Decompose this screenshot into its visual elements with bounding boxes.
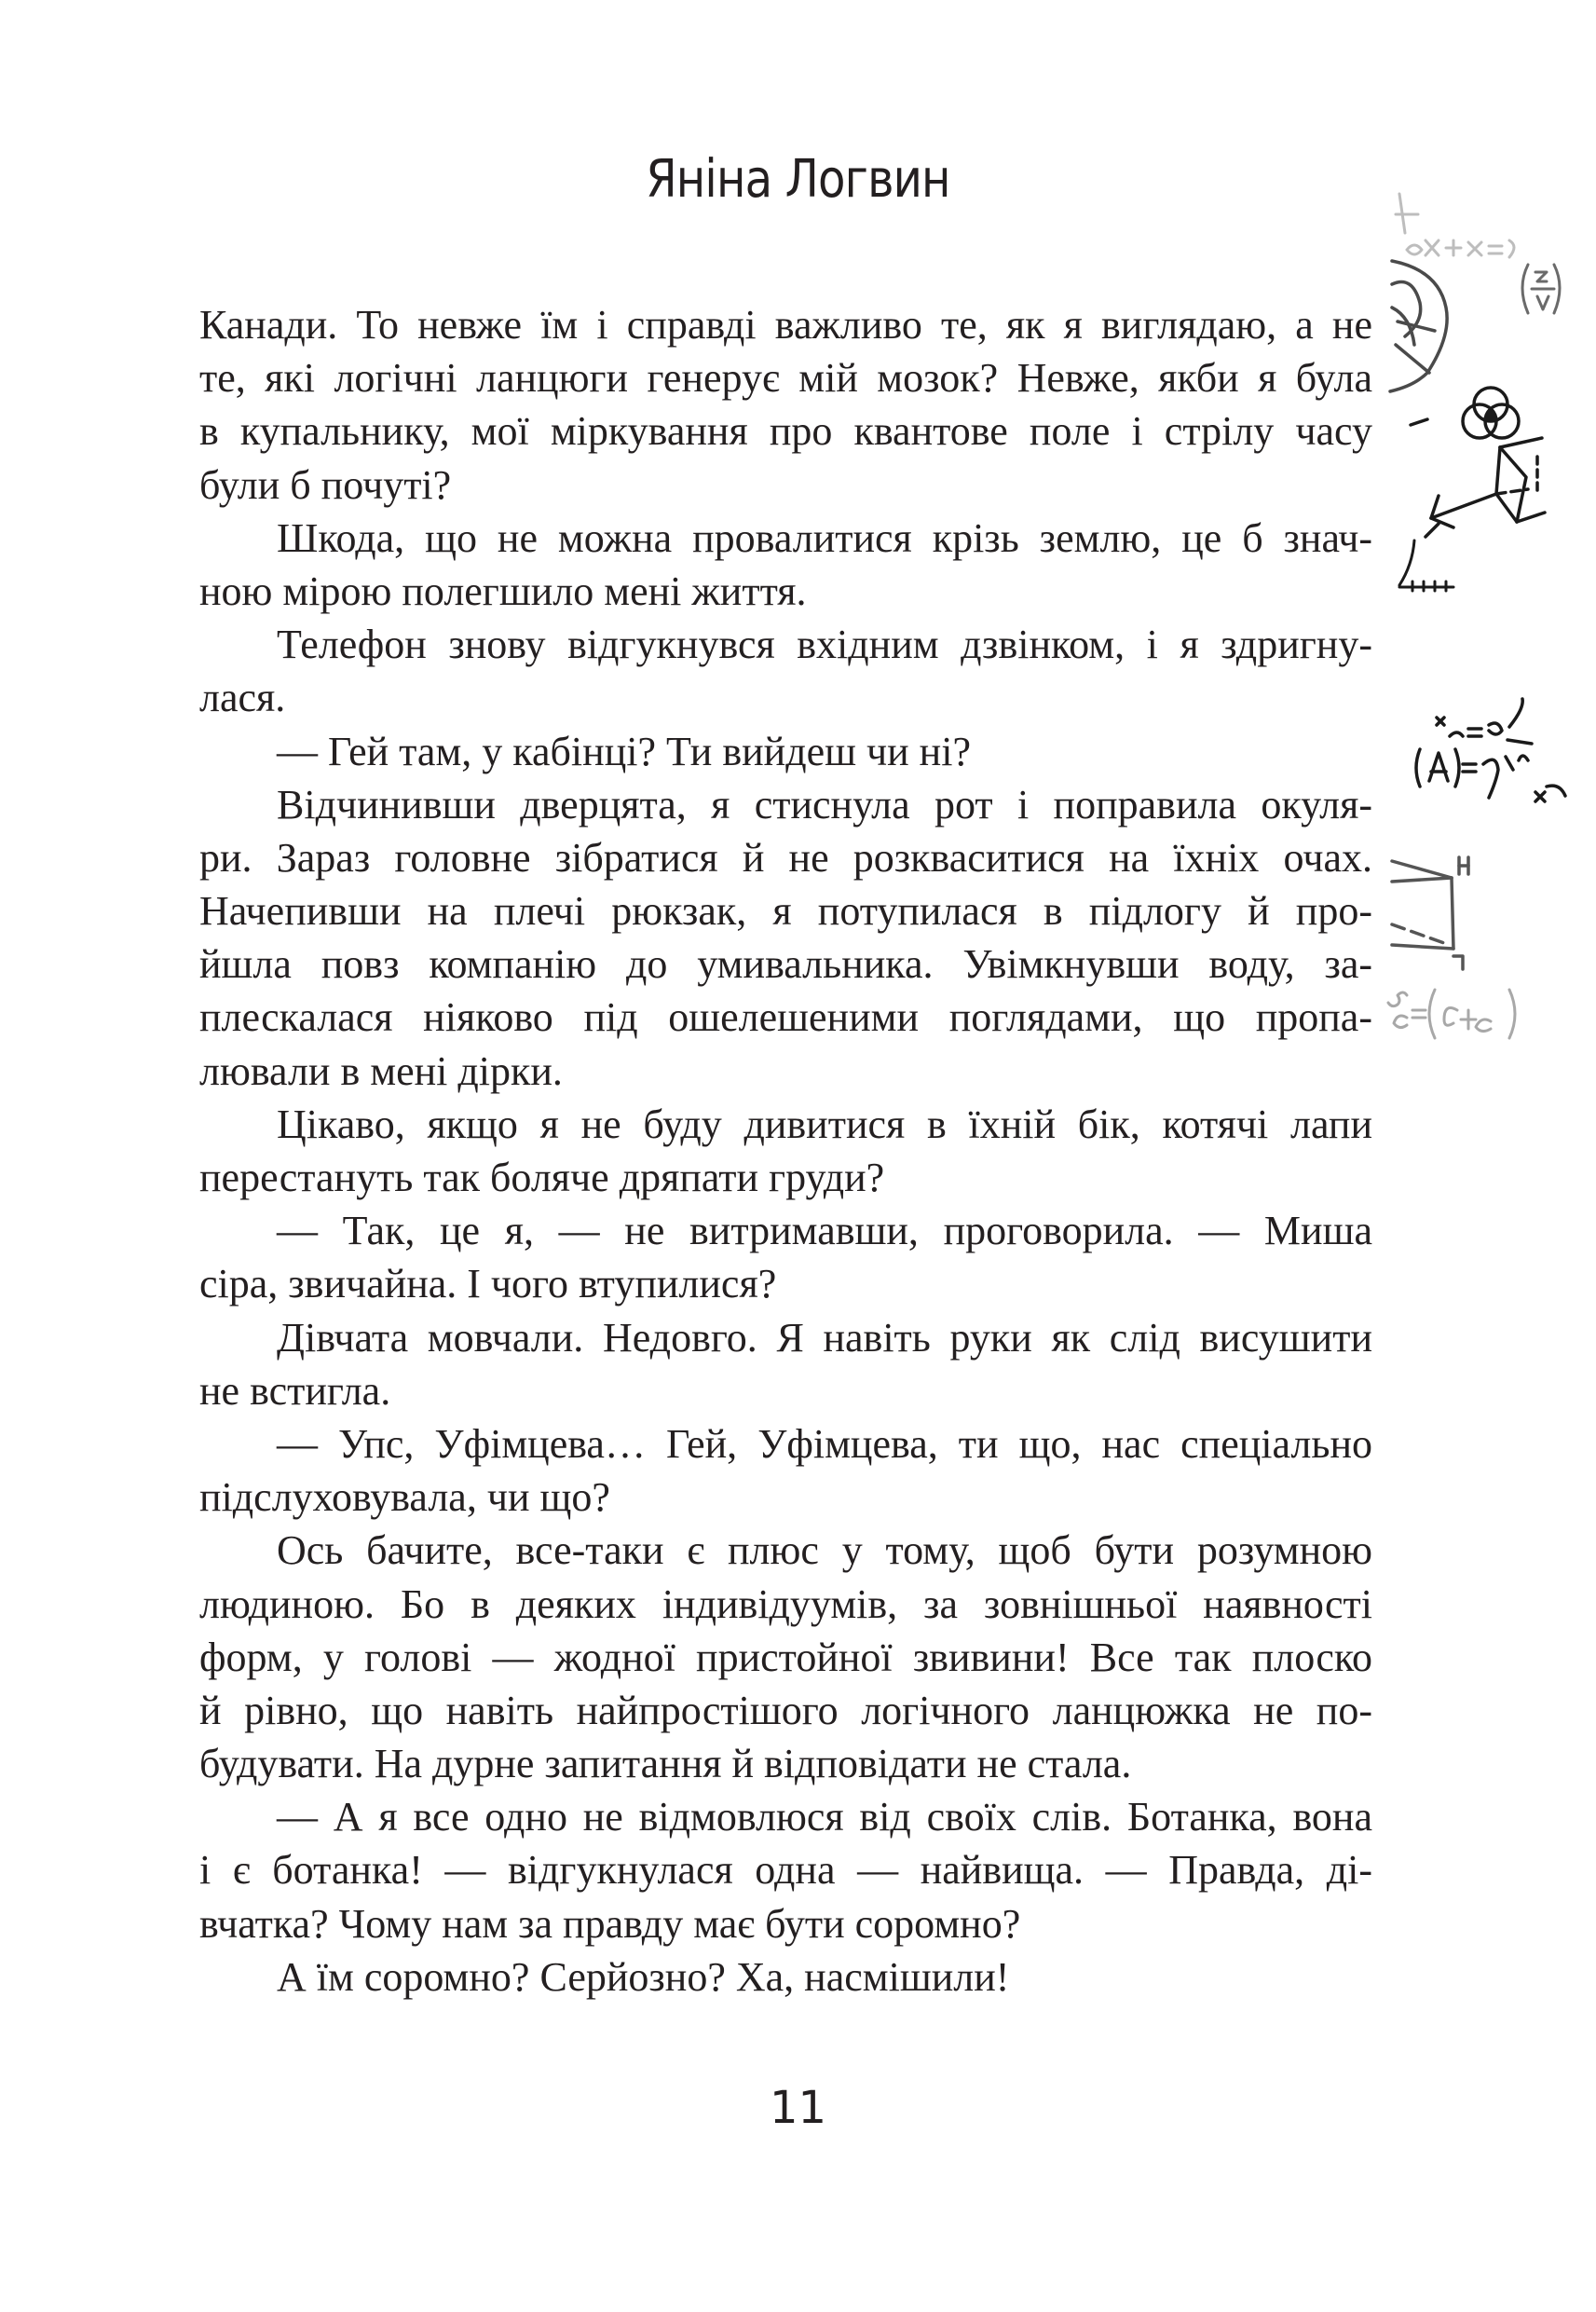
text-line: — А я все одно не відмовлюся від своїх слів. Ботанка, вона (277, 1794, 1372, 1840)
derivative-formula-doodle (1416, 699, 1565, 801)
text-line: і є ботанка! — відгукнулася одна — найвища. — Правда, ді- (199, 1847, 1372, 1894)
text-line: Начепивши на плечі рюкзак, я потупилася в підлогу й про- (199, 888, 1372, 935)
text-line: Телефон знову відгукнувся вхідним дзвінком, і я здригну- (277, 622, 1372, 668)
text-line: А їм соромно? Серйозно? Ха, насмішили! (277, 1953, 1010, 2000)
text-line: перестануть так боляче дряпати груди? (199, 1155, 885, 1200)
text-line: ною мірою полегшило мені життя. (199, 568, 807, 614)
text-line: будувати. На дурне запитання й відповідати не стала. (199, 1741, 1132, 1787)
text-line: йшла повз компанію до умивальника. Увімкнувши воду, за- (199, 941, 1372, 988)
prism-doodle (1392, 857, 1468, 969)
text-line: ри. Зараз головне зібратися й не розкваситися на їхніх очах. (199, 834, 1372, 881)
text-line: Дівчата мовчали. Недовго. Я навіть руки як слід висушити (277, 1314, 1372, 1361)
formula-doodle-top (1396, 194, 1514, 257)
text-line: — Гей там, у кабінці? Ти вийдеш чи ні? (277, 728, 971, 774)
text-line: Канади. То невже їм і справді важливо те, як я виглядаю, а не (199, 302, 1372, 348)
text-line: Ось бачите, все-таки є плюс у тому, щоб бути розумною (277, 1527, 1372, 1574)
page-number: 11 (769, 2082, 827, 2134)
text-line: Відчинивши дверцята, я стиснула рот і поправила окуля- (277, 781, 1372, 828)
axis-doodle (1399, 540, 1453, 591)
swirl-doodle (1390, 261, 1447, 391)
text-line: вчатка? Чому нам за правду має бути соромно? (199, 1900, 1021, 1947)
text-line: в купальнику, мої міркування про квантове поле і стрілу часу (199, 408, 1372, 455)
text-line: не встигла. (199, 1367, 391, 1414)
text-line: — Так, це я, — не витримавши, проговорила. — Миша (277, 1208, 1372, 1254)
text-line: лася. (199, 675, 286, 721)
text-line: людиною. Бо в деяких індивідуумів, за зовнішньої наявності (199, 1580, 1372, 1627)
text-line: те, які логічні ланцюги генерує мій мозок? Невже, якби я була (199, 355, 1372, 402)
text-line: — Упс, Уфімцева… Гей, Уфімцева, ти що, нас спеціально (277, 1420, 1372, 1467)
fraction-doodle (1522, 265, 1560, 313)
text-line: форм, у голові — жодної пристойної звивини! Все так плоско (199, 1634, 1372, 1680)
text-line: Шкода, що не можна провалитися крізь землю, це б знач- (277, 514, 1372, 561)
text-line: були б почуті? (199, 461, 452, 508)
running-head-author: Яніна Логвин (646, 149, 950, 210)
text-line: лювали в мені дірки. (199, 1047, 563, 1094)
binomial-formula-doodle (1388, 990, 1515, 1038)
text-line: плескалася ніяково під ошелешеними поглядами, що пропа- (199, 994, 1372, 1041)
body-text (199, 298, 1372, 2004)
margin-doodles-illustration (1379, 168, 1596, 1100)
text-line: Цікаво, якщо я не буду дивитися в їхній бік, котячі лапи (277, 1101, 1372, 1147)
text-line: сіра, звичайна. І чого втупилися? (199, 1261, 777, 1307)
text-line: підслуховувала, чи що? (199, 1474, 610, 1521)
text-line: й рівно, що навіть найпростішого логічного ланцюжка не по- (199, 1687, 1372, 1733)
